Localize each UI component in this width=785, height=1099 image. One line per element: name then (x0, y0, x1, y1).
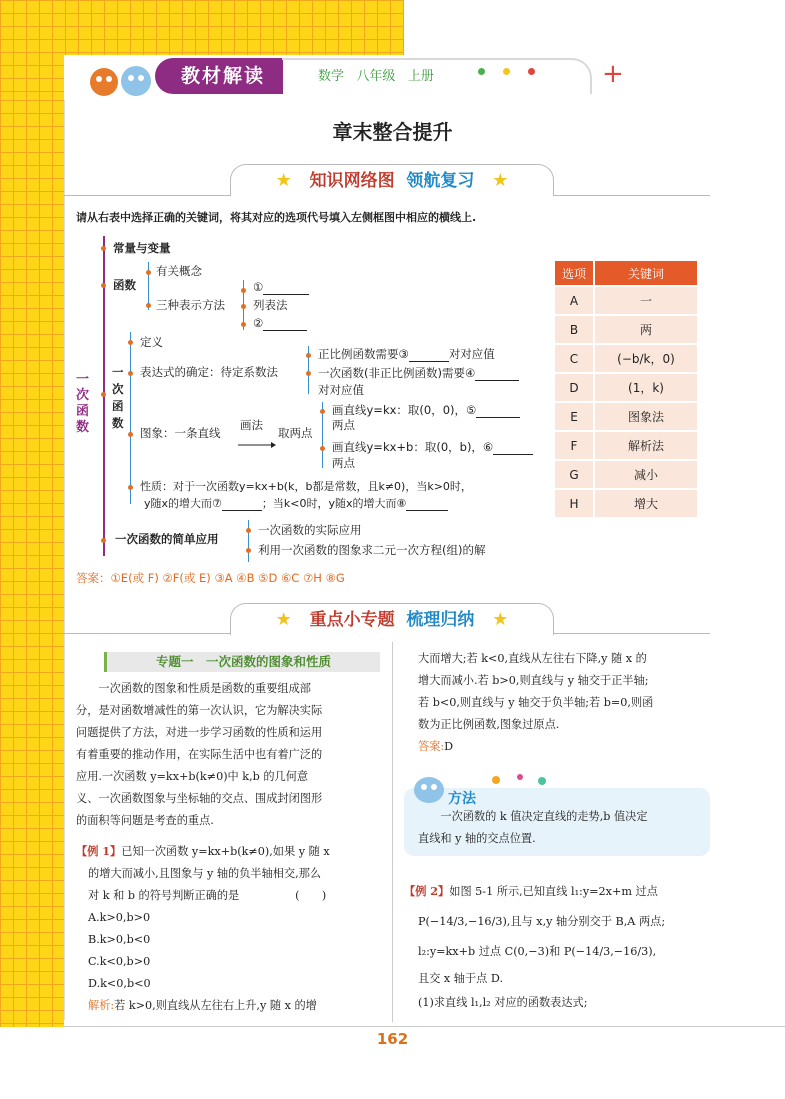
para-line: 数为正比例函数,图象过原点. (418, 718, 560, 731)
plus-icon: + (602, 59, 624, 89)
table-row (555, 374, 699, 401)
cell-keyword: (−b/k，0) (595, 345, 699, 372)
star-icon: ★ (492, 170, 509, 191)
mascot-icon (86, 62, 156, 98)
node-three-repr: 三种表示方法 (156, 298, 225, 312)
node-bullet (128, 371, 133, 376)
prop-a-text: 正比例函数需要③ (318, 347, 409, 361)
section2-title-a: 重点小专题 (309, 610, 395, 630)
cell-keyword: (1，k) (595, 374, 699, 401)
column-divider (392, 642, 393, 1022)
section2-title-b: 梳理归纳 (406, 610, 475, 630)
app-1: 一次函数的实际应用 (258, 523, 362, 537)
cell-option: E (555, 403, 595, 430)
subject-info (318, 65, 434, 84)
analysis-text: 若 k>0,则直线从左往右上升,y 随 x 的增 (114, 999, 317, 1012)
prop-b (318, 366, 519, 381)
table-header (555, 261, 699, 285)
star-icon: ★ (492, 609, 509, 630)
page-number: 162 (376, 1030, 409, 1048)
example-2 (404, 876, 716, 1015)
example-1-label: 【例 1】 (76, 844, 122, 858)
para-line: 若 b<0,则直线与 y 轴交于负半轴;若 b=0,则函 (418, 696, 654, 709)
cell-option: A (555, 287, 595, 314)
nature-line2 (144, 496, 448, 511)
section2-banner (230, 603, 554, 635)
blank-5-line (476, 406, 520, 418)
analysis-label: 解析: (88, 999, 115, 1012)
graph-text: 图象：一条直线 (140, 426, 221, 440)
node-function: 函数 (113, 278, 136, 292)
section1-title-b: 领航复习 (406, 171, 475, 191)
table-row (555, 432, 699, 459)
blank-4-line (475, 369, 519, 381)
cell-keyword: 减小 (595, 461, 699, 488)
blank-3-line (409, 350, 449, 362)
grid-background-side (0, 100, 64, 1027)
blank-2-label: ② (253, 316, 264, 330)
blank-2 (253, 316, 307, 331)
table-row (555, 345, 699, 372)
example-line: 已知一次函数 y=kx+b(k≠0),如果 y 随 x (121, 845, 330, 858)
topic-1-title: 专题一 一次函数的图象和性质 (104, 652, 380, 672)
cell-keyword: 增大 (595, 490, 699, 517)
node-bullet (146, 270, 151, 275)
volume: 上册 (407, 69, 434, 84)
node-bullet (101, 392, 106, 397)
example-line: (1)求直线 l₁,l₂ 对应的函数表达式; (418, 996, 588, 1009)
option-d: D.k<0,b<0 (88, 977, 151, 990)
node-bullet (246, 548, 251, 553)
para-line: 一次函数的图象和性质是函数的重要组成部 (98, 682, 311, 695)
node-bullet (101, 246, 106, 251)
node-bullet (241, 304, 246, 309)
method-line: 一次函数的 k 值决定直线的走势,b 值决定 (440, 810, 648, 823)
option-b: B.k>0,b<0 (88, 933, 151, 946)
prop-b-end: 对对应值 (318, 383, 364, 397)
header-keyword: 关键词 (595, 261, 699, 285)
cell-option: D (555, 374, 595, 401)
section1-banner (230, 164, 554, 196)
para-line: 问题提供了方法，对进一步学习函数的性质和运用 (76, 726, 323, 739)
brand-label: 教材解读 (155, 58, 283, 94)
yellow-dot-icon (503, 68, 510, 75)
cell-keyword: 一 (595, 287, 699, 314)
draw-1 (332, 403, 520, 418)
para-line: 义、一次函数图象与坐标轴的交点、围成封闭图形 (76, 792, 323, 805)
node-bullet (306, 353, 311, 358)
node-bullet (101, 283, 106, 288)
header-option: 选项 (555, 261, 595, 285)
draw-2 (332, 440, 533, 455)
node-graph (140, 426, 221, 441)
node-bullet (306, 371, 311, 376)
method-line: 直线和 y 轴的交点位置. (418, 832, 536, 845)
example-line: 且交 x 轴于点 D. (418, 972, 504, 985)
para-line: 大而增大;若 k<0,直线从左往右下降,y 随 x 的 (418, 652, 647, 665)
answer-label: 答案: (418, 740, 445, 753)
grade: 八年级 (356, 69, 396, 84)
keyword-table (555, 259, 699, 519)
blank-1 (253, 280, 309, 295)
option-a: A.k>0,b>0 (88, 911, 151, 924)
blank-1-label: ① (253, 280, 264, 294)
subject: 数学 (318, 69, 345, 84)
cell-option: G (555, 461, 595, 488)
margin-line (64, 100, 65, 1020)
node-list: 列表法 (253, 298, 288, 312)
option-c: C.k<0,b>0 (88, 955, 151, 968)
nature-a: y随x的增大而⑦ (144, 497, 222, 510)
table-row (555, 316, 699, 343)
node-bullet (241, 288, 246, 293)
tree-root-label: 一次函数 (76, 372, 90, 435)
method-title: 方法 (448, 791, 476, 807)
nature-line1: 性质：对于一次函数y=kx+b(k，b都是常数，且k≠0)，当k>0时， (140, 480, 472, 493)
elephant-icon (410, 772, 448, 804)
cell-option: B (555, 316, 595, 343)
example-line: l₂:y=kx+b 过点 C(0,−3)和 P(−14/3,−16/3), (418, 945, 657, 958)
cell-keyword: 两 (595, 316, 699, 343)
para-line: 有着重要的推动作用，在实际生活中也有着广泛的 (76, 748, 323, 761)
draw-1-text: 画直线y=kx：取(0，0)，⑤ (332, 403, 477, 417)
table-row (555, 461, 699, 488)
example-line: 如图 5-1 所示,已知直线 l₁:y=2x+m 过点 (449, 885, 658, 898)
instruction: 请从右表中选择正确的关键词，将其对应的选项代号填入左侧框图中相应的横线上. (76, 211, 477, 224)
red-dot-icon (528, 68, 535, 75)
para-line: 增大而减小.若 b>0,则直线与 y 轴交于正半轴; (418, 674, 649, 687)
node-bullet (128, 485, 133, 490)
prop-a-end: 对对应值 (448, 347, 495, 361)
node-bullet (320, 446, 325, 451)
right-paragraph (418, 648, 712, 758)
node-bullet (241, 322, 246, 327)
decor-dots (490, 772, 550, 788)
nature-b: ；当k<0时，y随x的增大而⑧ (261, 497, 407, 510)
footer-rule (64, 1026, 785, 1027)
arrow-icon (238, 433, 276, 439)
blank-7-line (222, 499, 262, 511)
prop-a (318, 347, 495, 362)
blank-8-line (406, 499, 448, 511)
node-bullet (320, 409, 325, 414)
method-text (418, 806, 708, 850)
green-dot-icon (478, 68, 485, 75)
app-2: 利用一次函数的图象求二元一次方程(组)的解 (258, 543, 486, 557)
cell-option: C (555, 345, 595, 372)
cell-option: H (555, 490, 595, 517)
draw-method: 画法 (240, 418, 263, 432)
example-line: P(−14/3,−16/3),且与 x,y 轴分别交于 B,A 两点; (418, 915, 666, 928)
node-bullet (128, 432, 133, 437)
table-row (555, 287, 699, 314)
example-2-label: 【例 2】 (404, 884, 450, 898)
node-bullet (146, 303, 151, 308)
para-line: 应用.一次函数 y=kx+b(k≠0)中 k,b 的几何意 (76, 770, 309, 783)
para-line: 的面积等问题是考查的重点. (76, 814, 214, 827)
answer-line: 答案：①E(或 F) ②F(或 E) ③A ④B ⑤D ⑥C ⑦H ⑧G (76, 571, 345, 585)
answer-value: D (444, 740, 454, 753)
left-paragraph (76, 678, 382, 832)
node-constant: 常量与变量 (113, 241, 171, 255)
node-bullet (128, 340, 133, 345)
example-1 (76, 840, 386, 1017)
node-expression: 表达式的确定：待定系数法 (140, 365, 278, 379)
linear-branch (130, 332, 131, 504)
section1-title-a: 知识网络图 (309, 171, 395, 191)
node-bullet (101, 538, 106, 543)
blank-6-line (493, 443, 533, 455)
app-branch (248, 520, 249, 562)
star-icon: ★ (275, 170, 292, 191)
para-line: 分，是对函数增减性的第一次认识，它为解决实际 (76, 704, 323, 717)
example-line: 对 k 和 b 的符号判断正确的是 ( ) (88, 889, 327, 902)
node-definition: 定义 (140, 335, 163, 349)
take-two-points: 取两点 (278, 426, 313, 440)
node-concept: 有关概念 (156, 264, 202, 278)
two-points-2: 两点 (332, 456, 355, 470)
page-title: 章末整合提升 (332, 120, 453, 144)
draw-2-text: 画直线y=kx+b：取(0，b)，⑥ (332, 440, 494, 454)
prop-b-text: 一次函数(非正比例函数)需要④ (318, 366, 476, 380)
node-bullet (246, 528, 251, 533)
two-points-1: 两点 (332, 418, 355, 432)
blank-2-line (263, 319, 307, 331)
node-simple-app: 一次函数的简单应用 (115, 532, 219, 546)
cell-keyword: 解析法 (595, 432, 699, 459)
cell-option: F (555, 432, 595, 459)
blank-1-line (263, 283, 309, 295)
table-row (555, 490, 699, 517)
node-linear-function: 一次函数 (112, 365, 124, 430)
table-row (555, 403, 699, 430)
cell-keyword: 图象法 (595, 403, 699, 430)
example-line: 的增大而减小,且图象与 y 轴的负半轴相交,那么 (88, 867, 322, 880)
star-icon: ★ (275, 609, 292, 630)
